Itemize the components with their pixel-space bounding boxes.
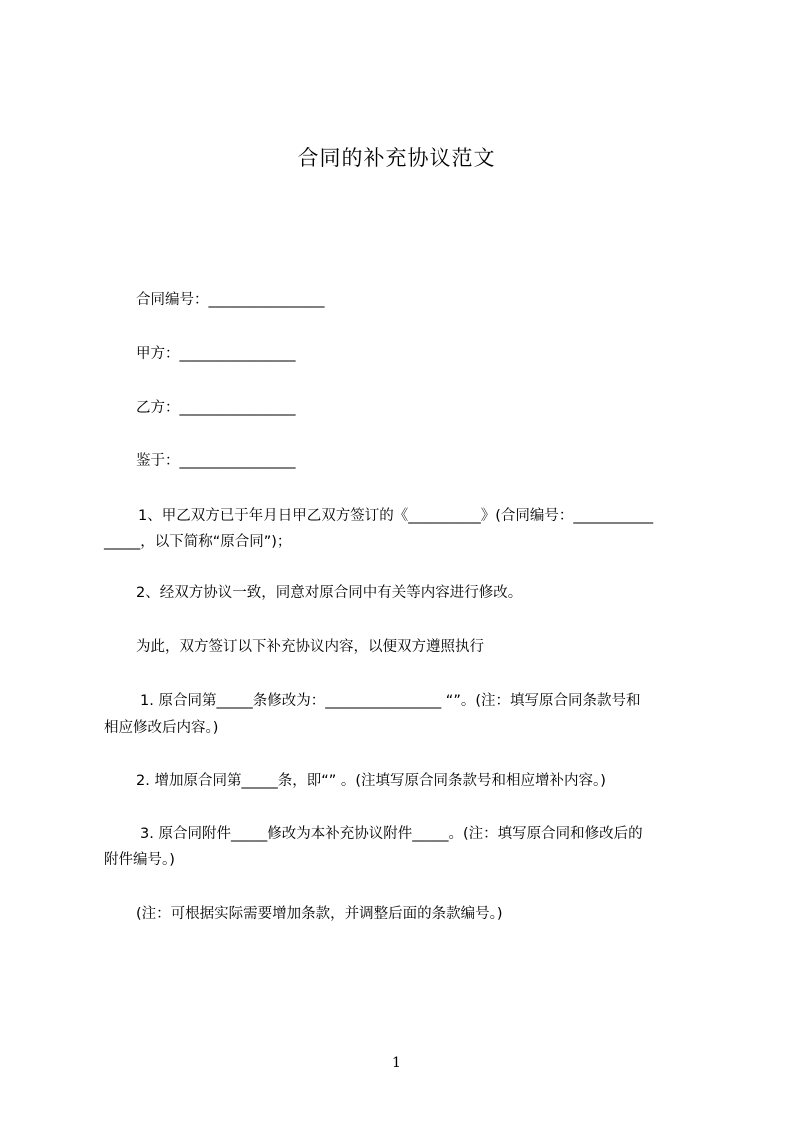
party-a-field: 甲方：________________ — [136, 346, 296, 362]
item-1-line-1: 1. 原合同第_____条修改为：________________ “”。(注：填写原合同条款号和 — [140, 693, 641, 709]
item-1-line-2: 相应修改后内容。) — [104, 720, 219, 736]
clause-1-line-1: 1、甲乙双方已于年月日甲乙双方签订的《__________》(合同编号：___________ — [138, 508, 654, 524]
page-number: 1 — [392, 1055, 401, 1071]
contract-number-field: 合同编号：________________ — [136, 292, 325, 308]
intro-paragraph: 为此，双方签订以下补充协议内容，以便双方遵照执行 — [136, 639, 484, 655]
item-3-line-1: 3. 原合同附件_____修改为本补充协议附件_____。(注：填写原合同和修改后的 — [140, 826, 643, 842]
document-title: 合同的补充协议范文 — [297, 146, 496, 170]
clause-1-line-2: _____，以下简称“原合同”)； — [104, 534, 292, 550]
item-3-line-2: 附件编号。) — [104, 852, 175, 868]
whereas-field: 鉴于：________________ — [136, 453, 296, 469]
note-paragraph: (注：可根据实际需要增加条款，并调整后面的条款编号。) — [136, 906, 503, 922]
clause-2: 2、经双方协议一致，同意对原合同中有关等内容进行修改。 — [136, 585, 523, 601]
party-b-field: 乙方：________________ — [136, 400, 296, 416]
item-2: 2. 增加原合同第_____条，即“” 。(注填写原合同条款号和相应增补内容。) — [136, 773, 606, 789]
